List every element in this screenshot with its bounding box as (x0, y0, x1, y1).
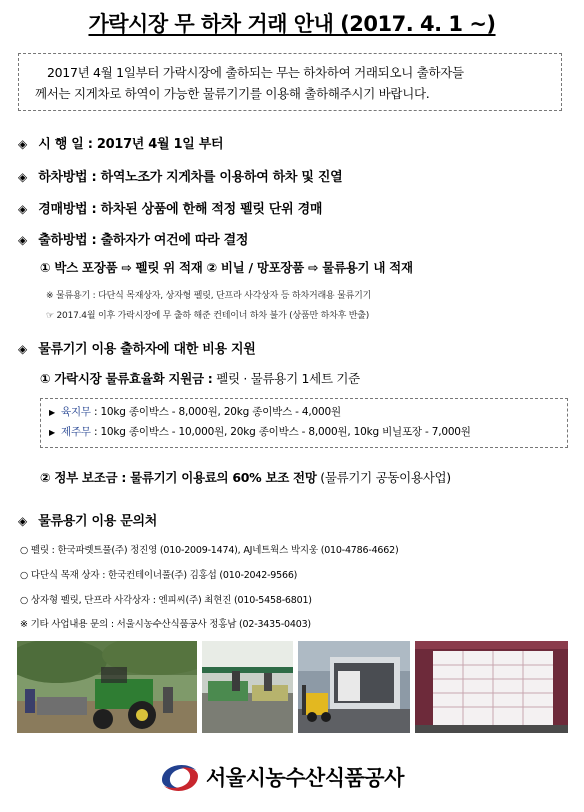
diamond-bullet-icon: ◈ (18, 514, 27, 528)
intro-line-1: 2017년 4월 1일부터 가락시장에 출하되는 무는 하차하여 거래되오니 출하자들 (47, 65, 464, 80)
shipping-method-row: ◈ 출하방법 : 출하자가 여건에 따라 결정 (18, 233, 249, 248)
support-item-2: ② 정부 보조금 : 물류기기 이용료의 60% 보조 전망 (물류기기 공동이용사업) (40, 470, 451, 485)
shipping-options: ① 박스 포장품 ⇨ 펠릿 위 적재 ② 비닐 / 망포장품 ⇨ 물류용기 내 적재 (40, 260, 413, 275)
effective-date-row: ◈ 시 행 일 : 2017년 4월 1일 부터 (18, 137, 224, 152)
tractor-field-photo (17, 641, 197, 733)
triangle-bullet-icon: ▶ (49, 428, 55, 437)
organization-name: 서울시농수산식품공사 (206, 766, 404, 790)
contacts-heading: ◈ 물류용기 이용 문의처 (18, 514, 158, 529)
contact-line-other: ※ 기타 사업내용 문의 : 서울시농수산식품공사 정홍남 (02-3435-0403) (20, 619, 311, 630)
page-title: 가락시장 무 하차 거래 안내 (2017. 4. 1 ~) (88, 12, 496, 36)
subsidy-line-jeju: ▶ 제주무 : 10kg 종이박스 - 10,000원, 20kg 종이박스 - 8,000원, 10kg 비닐포장 - 7,000원 (49, 426, 471, 438)
note-container-restriction: ☞ 2017.4월 이후 가락시장에 무 출하 해준 컨테이너 하차 불가 (상품만 하차후 반출) (46, 311, 370, 321)
support-heading: ◈ 물류기기 이용 출하자에 대한 비용 지원 (18, 342, 256, 357)
support-item-1: ① 가락시장 물류효율화 지원금 : 펠릿 · 물류용기 1세트 기준 (40, 371, 360, 386)
unloading-method-row: ◈ 하차방법 : 하역노조가 지게차를 이용하여 하차 및 진열 (18, 170, 343, 185)
contact-line-wooden-box: ○ 다단식 목재 상자 : 한국컨테이너풀(주) 김홍섭 (010-2042-9566) (20, 570, 298, 581)
organization-logo-icon (158, 758, 202, 802)
diamond-bullet-icon: ◈ (18, 233, 27, 247)
subsidy-rates-box (40, 398, 568, 448)
contact-line-box-pallet: ○ 상자형 펠릿, 단프라 사각상자 : 엔피씨(주) 최현진 (010-5458-6801) (20, 595, 312, 606)
diamond-bullet-icon: ◈ (18, 202, 27, 216)
subsidy-line-mainland: ▶ 육지무 : 10kg 종이박스 - 8,000원, 20kg 종이박스 - 4,000원 (49, 406, 341, 418)
forklift-truck-photo (298, 641, 410, 733)
auction-method-row: ◈ 경매방법 : 하차된 상품에 한해 적정 펠릿 단위 경매 (18, 202, 323, 217)
note-logistics-container: ※ 물류용기 : 다단식 목재상자, 상자형 펠릿, 단프라 사각상자 등 하차거래용 물류기기 (46, 291, 372, 301)
intro-box (18, 53, 562, 111)
contact-line-pallet: ○ 펠릿 : 한국파렛트풀(주) 정진영 (010-2009-1474), AJ네트웍스 박지웅 (010-4786-4662) (20, 545, 399, 556)
triangle-bullet-icon: ▶ (49, 408, 55, 417)
intro-line-2: 께서는 지게차로 하역이 가능한 물류기기를 이용해 출하해주시기 바랍니다. (35, 86, 430, 101)
diamond-bullet-icon: ◈ (18, 137, 27, 151)
diamond-bullet-icon: ◈ (18, 342, 27, 356)
diamond-bullet-icon: ◈ (18, 170, 27, 184)
warehouse-workers-photo (202, 641, 293, 733)
stacked-boxes-photo (415, 641, 568, 733)
